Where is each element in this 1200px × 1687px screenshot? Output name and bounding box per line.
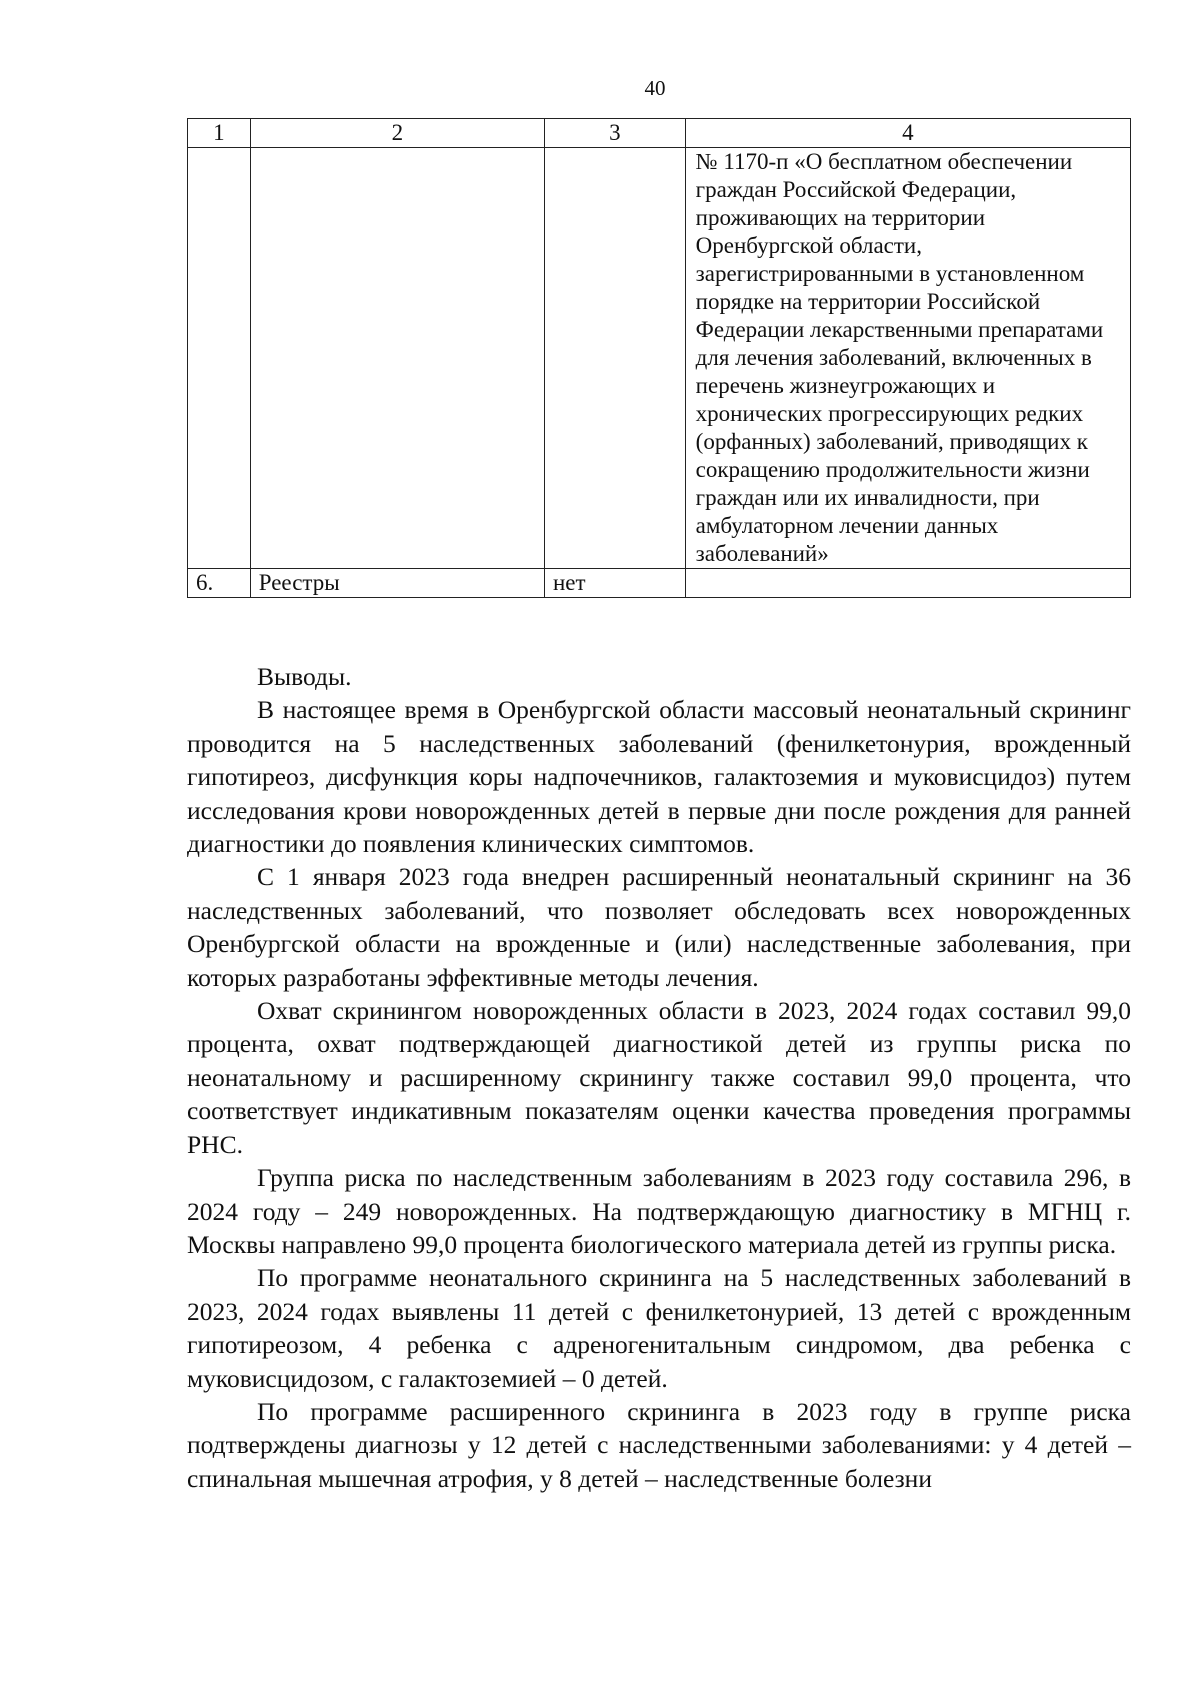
row-name-cell: Реестры [250,569,544,598]
table-header-cell: 1 [188,119,251,148]
table-header-row [188,119,1131,148]
row-document-cell: № 1170-п «О бесплатном обеспечении граждан Российской Федерации, проживающих на территории Оренбургской области, зарегистрированными в установленном порядке на территории Российской Федерации лекарственными препаратами для лечения заболеваний, включенных в перечень жизнеугрожающих и хронических прогрессирующих редких (орфанных) заболеваний, приводящих к сокращению продолжительности жизни граждан или их инвалидности, при амбулаторном лечении данных заболеваний» [685,148,1130,569]
row-number-cell: 6. [188,569,251,598]
row-value-cell: нет [544,569,685,598]
data-table [187,118,1131,598]
page-number: 40 [644,76,666,100]
paragraph: По программе неонатального скрининга на 5 наследственных заболеваний в 2023, 2024 годах выявлены 11 детей с фенилкетонурией, 13 детей с врожденным гипотиреозом, 4 ребенка с адреногенитальным синдромом, два ребенка с муковисцидозом, с галактоземией – 0 детей. [187,1263,1131,1393]
conclusions-section [187,660,1131,1495]
row-document-cell [685,569,1130,598]
paragraph: Охват скринингом новорожденных области в 2023, 2024 годах составил 99,0 процента, охват подтверждающей диагностикой детей из группы риска по неонатальному и расширенному скринингу также составил 99,0 процента, что соответствует индикативным показателям оценки качества проведения программы РНС. [187,996,1131,1159]
table-row [188,569,1131,598]
row-number-cell [188,148,251,569]
table-header-cell: 2 [250,119,544,148]
row-name-cell [250,148,544,569]
paragraph: Группа риска по наследственным заболеваниям в 2023 году составила 296, в 2024 году – 249 новорожденных. На подтверждающую диагностику в МГНЦ г. Москвы направлено 99,0 процента биологического материала детей из группы риска. [187,1163,1131,1259]
paragraph: По программе расширенного скрининга в 2023 году в группе риска подтверждены диагнозы у 12 детей с наследственными заболеваниями: у 4 детей – спинальная мышечная атрофия, у 8 детей – наследственные болезни [187,1396,1131,1493]
table-header-cell: 3 [544,119,685,148]
section-heading: Выводы. [257,662,352,691]
table-header-cell: 4 [685,119,1130,148]
table-row [188,148,1131,569]
row-value-cell [544,148,685,569]
paragraph: В настоящее время в Оренбургской области массовый неонатальный скрининг проводится на 5 наследственных заболеваний (фенилкетонурия, врожденный гипотиреоз, дисфункция коры надпочечников, галактоземия и муковисцидоз) путем исследования крови новорожденных детей в первые дни после рождения для ранней диагностики до появления клинических симптомов. [187,695,1131,859]
paragraph: С 1 января 2023 года внедрен расширенный неонатальный скрининг на 36 наследственных заболеваний, что позволяет обследовать всех новорожденных Оренбургской области на врожденные и (или) наследственные заболевания, при которых разработаны эффективные методы лечения. [187,862,1131,992]
